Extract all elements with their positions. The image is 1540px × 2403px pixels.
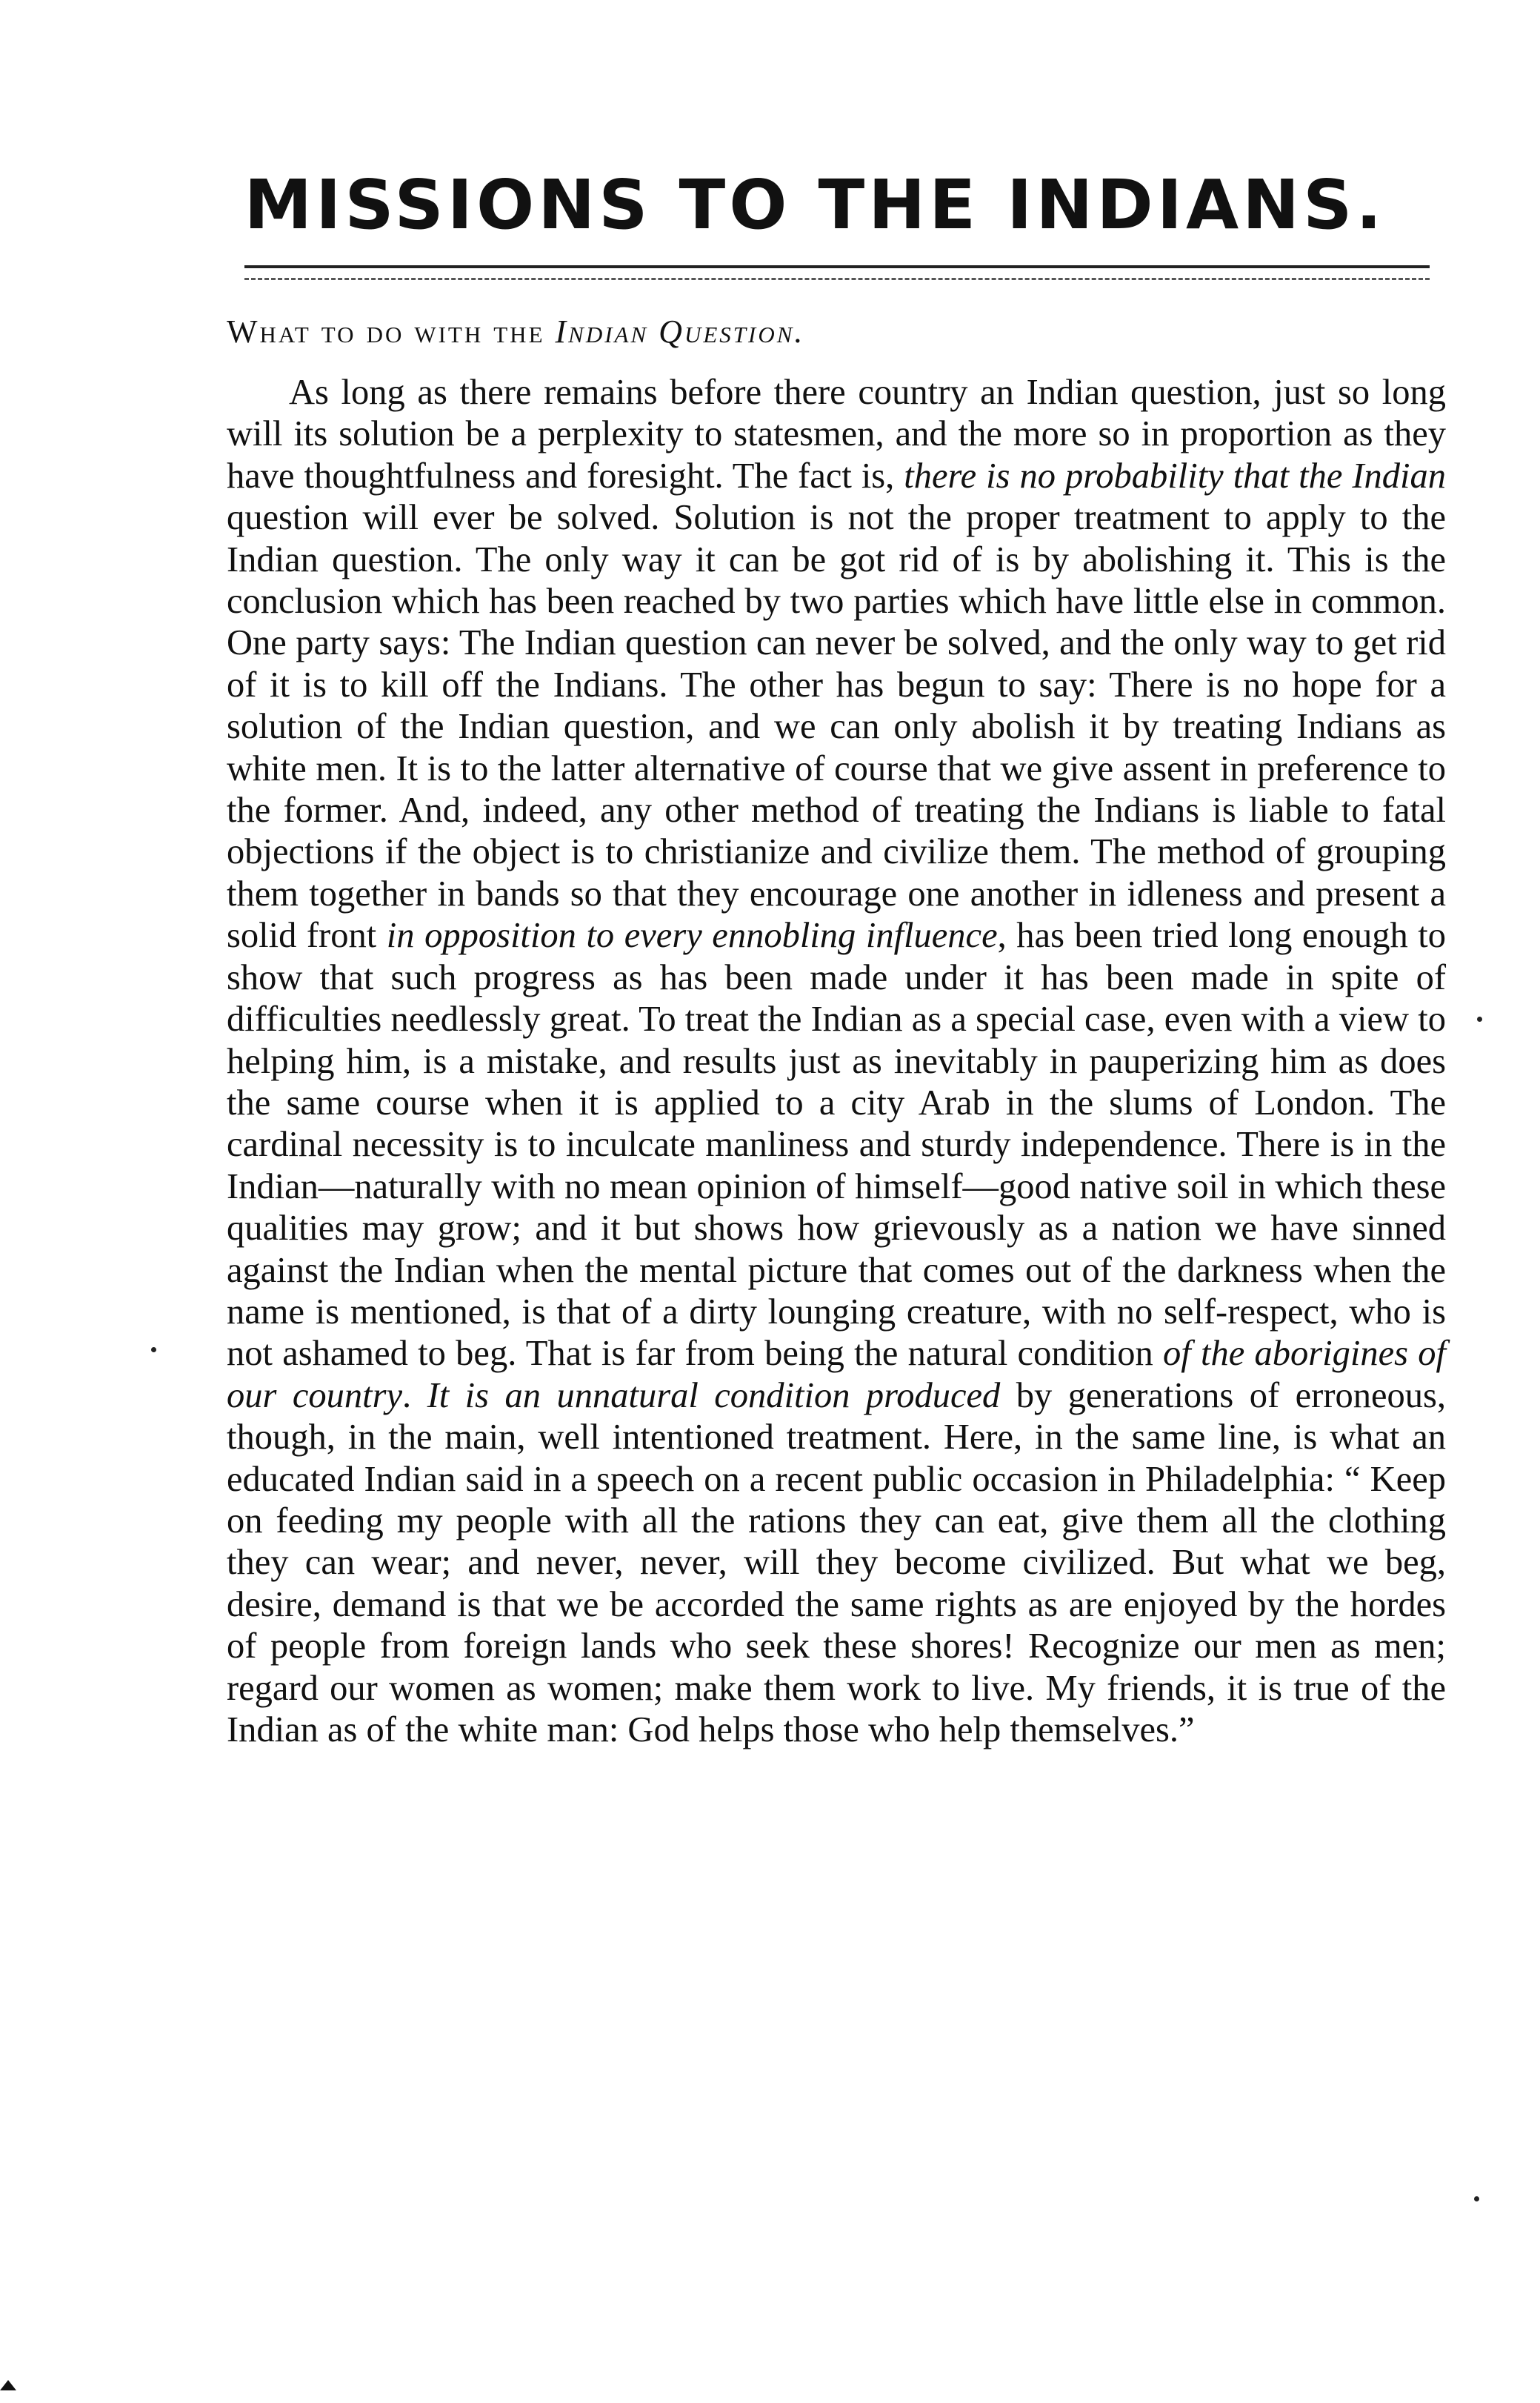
ink-speck <box>1474 2196 1479 2201</box>
body-text-part-3: question will ever be solved. Solution is not the proper treatment to apply to the Indian question. The only way it can be got rid of is by abolishing it. This is the conclusion which has been reached by two parties which have little else in common. One party says: The Indian question can never be solved, and the only way to get rid of it is to kill off the Indians. The other has begun to say: There is no hope for a solution of the Indian question, and we can only abolish it by treating Indians as white men. It is to the latter alternative of course that we give assent in preference to the former. And, indeed, any other method of treating the Indians is liable to fatal objections if the object is to christianize and civilize them. The method of grouping them together in bands so that they encourage one another in idleness and present a solid front <box>227 498 1446 956</box>
body-italic-phrase-4: It is an unnatural condition produced <box>427 1375 1001 1415</box>
section-heading-emphasis: Indian Question. <box>555 313 805 350</box>
section-heading <box>227 311 804 353</box>
body-text-part-5: , has been tried long enough to show that such progress as has been made under it has been made in spite of difficulties needlessly great. To treat the Indian as a special case, even with a view to helping him, is a mistake, and results just as inevitably in pauperizing him as does the same course when it is applied to a city Arab in the slums of London. The cardinal necessity is to inculcate manliness and sturdy independence. There is in the Indian—naturally with no mean opinion of himself—good native soil in which these qualities may grow; and it but shows how grievously as a nation we have sinned against the Indian when the mental picture that comes out of the darkness when the name is mentioned, is that of a dirty lounging creature, with no self-respect, who is not ashamed to beg. That is far from being the natural condition <box>227 916 1446 1374</box>
corner-print-mark <box>0 2380 16 2390</box>
section-heading-prefix: What to do with the <box>227 313 556 350</box>
body-italic-phrase-1: there is no probability that the Indian <box>904 456 1446 496</box>
title-rule-top <box>244 265 1430 268</box>
page-title: MISSIONS TO THE INDIANS. <box>244 165 1386 245</box>
body-paragraph <box>227 372 1446 1751</box>
body-text-part-9: by generations of erroneous, though, in the main, well intentioned treatment. Here, in the same line, is what an educated Indian said in a speech on a recent public occasion in Philadelphia: “ Keep on feeding my people with all the rations they can eat, give them all the clothing they can wear; and never, never, will they become civilized. But what we beg, desire, demand is that we be accorded the same rights as are enjoyed by the hordes of people from foreign lands who seek these shores! Recognize our men as men; regard our women as women; make them work to live. My friends, it is true of the Indian as of the white man: God helps those who help themselves.” <box>227 1375 1446 1749</box>
body-text-part-1: As long as there remains before there country an Indian question, just so long will its solution be a perplexity to statesmen, and the more so in proportion as they have thoughtfulness and foresight. The fact is, <box>227 373 1446 496</box>
body-italic-phrase-3: of the aborigines of our country <box>227 1334 1447 1415</box>
ink-speck <box>1477 1017 1482 1022</box>
ink-speck <box>151 1347 156 1352</box>
body-italic-phrase-2: in opposition to every ennobling influence <box>386 916 998 956</box>
title-rule-bottom <box>244 278 1430 280</box>
body-text-part-7: . <box>402 1375 427 1415</box>
